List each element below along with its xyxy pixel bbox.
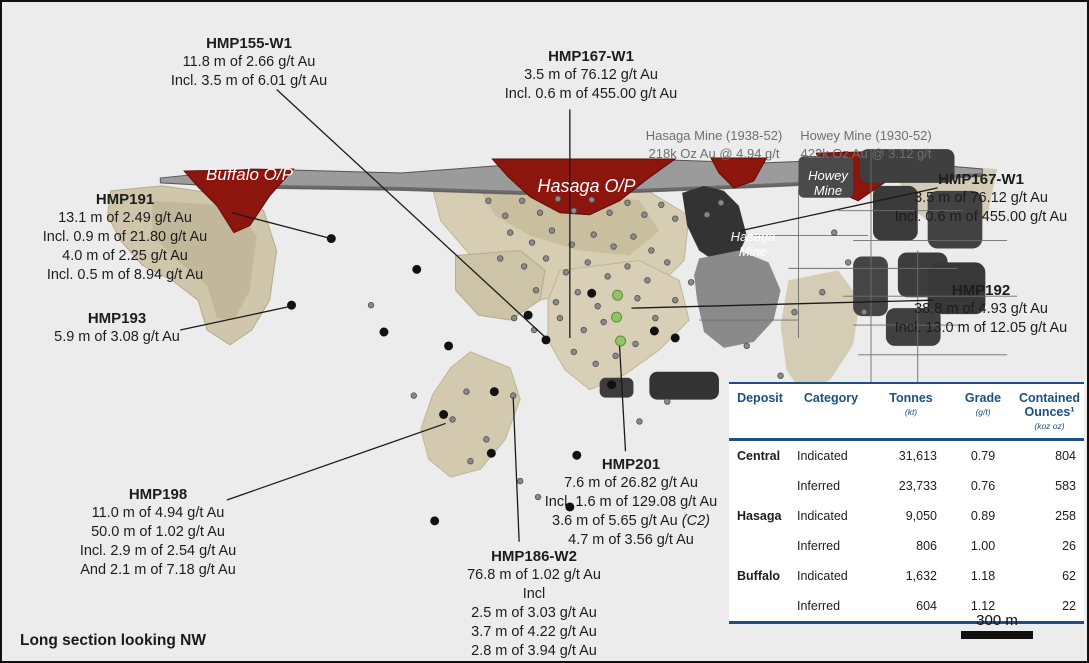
col-header-label: Tonnes [889, 391, 933, 405]
hasaga-historic-label [636, 127, 792, 163]
table-row [729, 441, 1084, 471]
callout-line-text: 3.6 m of 5.65 g/t Au [552, 513, 682, 529]
historic-line: 422k Oz Au @ 3.12 g/t [800, 146, 932, 161]
callout-line: 3.7 m of 4.22 g/t Au [471, 624, 597, 640]
col-header-label: Category [803, 391, 859, 405]
cell-grade: 0.76 [970, 479, 996, 493]
cell-deposit [729, 471, 791, 501]
deep-workings-blob [649, 372, 719, 400]
cell-ounces: 26 [1062, 539, 1076, 553]
callout-title: HMP192 [951, 282, 1011, 299]
cell-tonnes: 9,050 [905, 509, 937, 523]
howey-mine-label [797, 168, 859, 198]
callout-line: Incl. 1.6 m of 129.08 g/t Au [544, 494, 718, 510]
cell-category: Inferred [797, 599, 841, 613]
historic-line: Hasaga Mine (1938-52) [645, 128, 783, 143]
col-header-unit: (koz oz) [1034, 421, 1065, 431]
callout-hmp155 [115, 34, 383, 91]
callout-line: 3.5 m of 76.12 g/t Au [524, 67, 658, 83]
callout-line: 4.0 m of 2.25 g/t Au [62, 248, 188, 264]
callout-title: HMP201 [601, 456, 661, 473]
cell-category: Indicated [797, 449, 848, 463]
cell-grade: 1.12 [970, 599, 996, 613]
callout-title: HMP167-W1 [548, 48, 634, 65]
callout-hmp167-top [455, 47, 727, 104]
cell-ounces: 804 [1055, 449, 1076, 463]
callout-line: 38.8 m of 4.93 g/t Au [914, 301, 1048, 317]
callout-title: HMP186-W2 [491, 548, 577, 565]
cell-deposit: Central [737, 449, 781, 463]
col-header-tonnes [871, 391, 951, 433]
cell-tonnes: 806 [916, 539, 937, 553]
howey-historic-label [788, 127, 944, 163]
col-header-deposit [729, 391, 791, 433]
callout-hmp186 [434, 547, 634, 661]
scale-bar [942, 612, 1052, 639]
howey-mine-label-line: Mine [813, 183, 843, 198]
buffalo-op-label: Buffalo O/P [206, 165, 293, 184]
hasaga-op-label: Hasaga O/P [537, 176, 636, 196]
central-zone-lower [548, 260, 689, 389]
section-caption: Long section looking NW [20, 632, 206, 649]
cell-tonnes: 1,632 [905, 569, 937, 583]
callout-title: HMP193 [87, 310, 147, 327]
table-row [729, 501, 1084, 531]
callout-line: 50.0 m of 1.02 g/t Au [91, 524, 225, 540]
callout-line: 2.8 m of 3.94 g/t Au [471, 643, 597, 659]
callout-line: 5.9 m of 3.08 g/t Au [54, 329, 180, 345]
callout-line: Incl [522, 586, 546, 602]
cell-tonnes: 23,733 [898, 479, 937, 493]
hasaga-mine-label-line: Hasaga [730, 229, 776, 244]
scale-bar-rule [961, 631, 1033, 639]
col-header-ounces [1015, 391, 1084, 433]
cell-deposit: Hasaga [737, 509, 782, 523]
cell-deposit: Buffalo [737, 569, 781, 583]
cell-deposit [729, 531, 791, 561]
cell-tonnes: 604 [916, 599, 937, 613]
col-header-label: Deposit [737, 391, 783, 405]
cell-grade: 0.79 [970, 449, 996, 463]
hasaga-mine-label-line: Mine [738, 244, 768, 259]
hasaga-mine-label [717, 229, 789, 259]
callout-hmp198 [54, 485, 262, 580]
callout-line: Incl. 0.9 m of 21.80 g/t Au [42, 229, 208, 245]
cell-grade: 0.89 [970, 509, 996, 523]
callout-line: Incl. 0.6 m of 455.00 g/t Au [504, 86, 678, 102]
table-row [729, 471, 1084, 501]
callout-title: HMP198 [128, 486, 188, 503]
cell-ounces: 22 [1062, 599, 1076, 613]
callout-line: Incl. 3.5 m of 6.01 g/t Au [170, 73, 328, 89]
col-header-label: Contained Ounces¹ [1018, 391, 1081, 419]
col-header-category [791, 391, 871, 433]
cell-category: Inferred [797, 479, 841, 493]
callout-line-italic: (C2) [681, 513, 710, 529]
resource-table-header [729, 384, 1084, 441]
scale-bar-label: 300 m [976, 612, 1018, 629]
callout-line: 3.5 m of 76.12 g/t Au [914, 190, 1048, 206]
col-header-label: Grade [964, 391, 1002, 405]
callout-line: Incl. 2.9 m of 2.54 g/t Au [79, 543, 237, 559]
callout-line: And 2.1 m of 7.18 g/t Au [80, 562, 236, 578]
callout-line: Incl. 13.0 m of 12.05 g/t Au [894, 320, 1068, 336]
cell-deposit [729, 591, 791, 621]
hasaga-workings-lower [694, 250, 780, 347]
callout-line: 76.8 m of 1.02 g/t Au [467, 567, 601, 583]
callout-hmp193 [27, 309, 207, 347]
callout-hmp191 [15, 190, 235, 285]
right-zone-small [781, 270, 861, 394]
callout-line: 7.6 m of 26.82 g/t Au [564, 475, 698, 491]
callout-line: 11.8 m of 2.66 g/t Au [182, 54, 316, 70]
cell-ounces: 583 [1055, 479, 1076, 493]
table-row [729, 531, 1084, 561]
cell-ounces: 258 [1055, 509, 1076, 523]
callout-hmp192 [875, 281, 1087, 338]
callout-line: 4.7 m of 3.56 g/t Au [568, 532, 694, 548]
cell-category: Indicated [797, 569, 848, 583]
table-row [729, 561, 1084, 591]
resource-table [729, 382, 1084, 624]
callout-title: HMP155-W1 [206, 35, 292, 52]
callout-title: HMP191 [95, 191, 155, 208]
callout-line: Incl. 0.6 m of 455.00 g/t Au [894, 209, 1068, 225]
callout-hmp201 [510, 455, 752, 550]
deep-workings-blob [600, 378, 634, 398]
col-header-unit: (g/t) [975, 407, 991, 417]
callout-line: 2.5 m of 3.03 g/t Au [471, 605, 597, 621]
historic-line: 218k Oz Au @ 4.94 g/t [648, 146, 780, 161]
callout-line: 11.0 m of 4.94 g/t Au [91, 505, 225, 521]
historic-line: Howey Mine (1930-52) [800, 128, 932, 143]
col-header-unit: (kt) [904, 407, 918, 417]
howey-mine-label-line: Howey [808, 168, 848, 183]
callout-line [510, 512, 752, 531]
callout-hmp167-right [875, 170, 1087, 227]
cell-category: Inferred [797, 539, 841, 553]
cell-category: Indicated [797, 509, 848, 523]
cell-grade: 1.18 [970, 569, 996, 583]
callout-line: Incl. 0.5 m of 8.94 g/t Au [46, 267, 204, 283]
cell-tonnes: 31,613 [898, 449, 937, 463]
col-header-grade [951, 391, 1015, 433]
cell-grade: 1.00 [970, 539, 996, 553]
callout-title: HMP167-W1 [938, 171, 1024, 188]
cell-ounces: 62 [1062, 569, 1076, 583]
callout-line: 13.1 m of 2.49 g/t Au [58, 210, 192, 226]
